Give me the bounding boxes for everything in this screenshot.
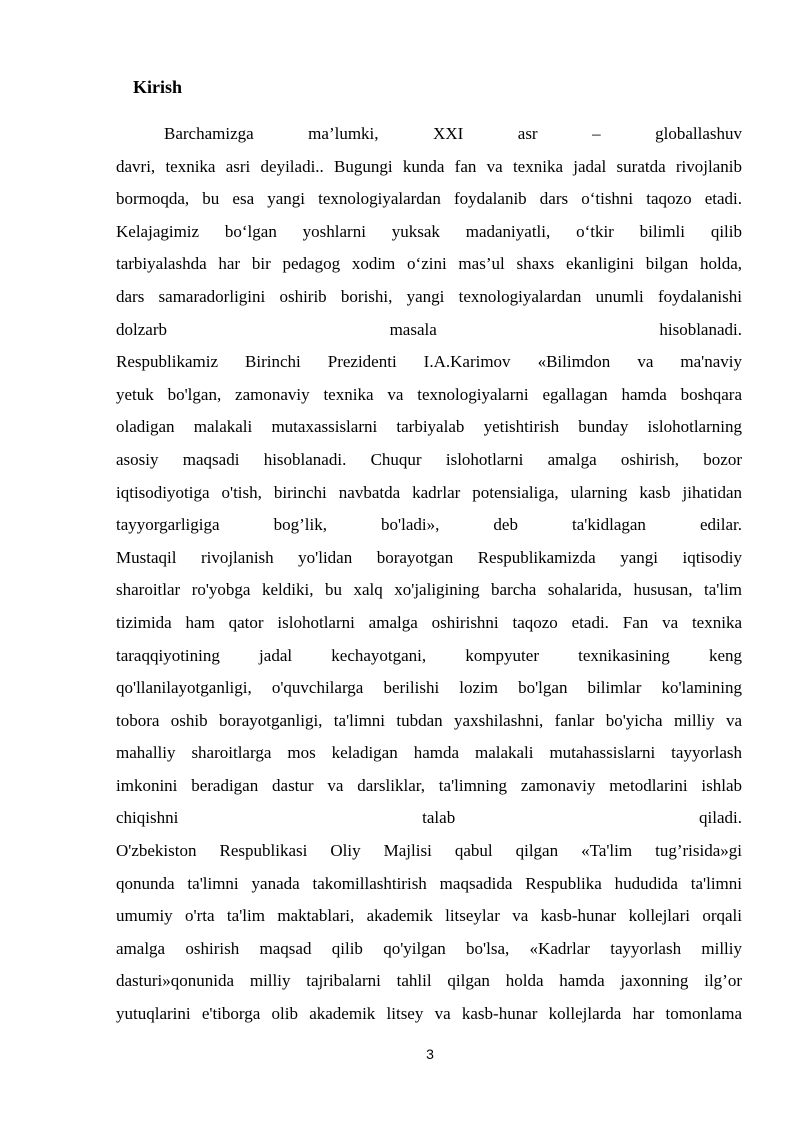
text-line: bormoqda, bu esa yangi texnologiyalardan foydalanib dars o‘tishni taqozo etadi.: [116, 189, 742, 209]
text-line: sharoitlar ro'yobga keldiki, bu xalq xo'jaligining barcha sohalarida, hususan, ta'lim: [116, 580, 742, 600]
text-line: imkonini beradigan dastur va darsliklar, ta'limning zamonaviy metodlarini ishlab: [116, 775, 742, 795]
section-heading: Kirish: [133, 77, 183, 97]
body-text: [116, 118, 742, 1031]
page-number: 3: [426, 1046, 434, 1062]
text-line: dolzarb masala hisoblanadi.: [116, 319, 742, 339]
text-line: umumiy o'rta ta'lim maktablari, akademik litseylar va kasb-hunar kollejlari orqali: [116, 906, 742, 926]
text-line: yutuqlarini e'tiborga olib akademik litsey va kasb-hunar kollejlarda har tomonlama: [116, 1004, 742, 1024]
text-line: dasturi»qonunida milliy tajribalarni tahlil qilgan holda hamda jaxonning ilg’or: [116, 971, 742, 991]
text-line: O'zbekiston Respublikasi Oliy Majlisi qabul qilgan «Ta'lim tug’risida»gi: [116, 841, 742, 861]
text-line: chiqishni talab qiladi.: [116, 808, 742, 828]
text-line: Mustaqil rivojlanish yo'lidan borayotgan Respublikamizda yangi iqtisodiy: [116, 547, 742, 567]
text-line: oladigan malakali mutaxassislarni tarbiyalab yetishtirish bunday islohotlarning: [116, 417, 742, 437]
text-line: Barchamizga ma’lumki, XXI asr – globallashuv: [164, 124, 742, 143]
text-line: davri, texnika asri deyiladi.. Bugungi kunda fan va texnika jadal suratda rivojlanib: [116, 156, 742, 176]
text-line: dars samaradorligini oshirib borishi, yangi texnologiyalardan unumli foydalanishi: [116, 286, 742, 306]
text-line: tayyorgarligiga bog’lik, bo'ladi», deb ta'kidlagan edilar.: [116, 515, 742, 535]
text-line: qonunda ta'limni yanada takomillashtirish maqsadida Respublika hududida ta'limni: [116, 873, 742, 893]
text-line: mahalliy sharoitlarga mos keladigan hamda malakali mutahassislarni tayyorlash: [116, 743, 742, 763]
text-line: iqtisodiyotiga o'tish, birinchi navbatda kadrlar potensialiga, ularning kasb jihatidan: [116, 482, 742, 502]
text-line: Kelajagimiz bo‘lgan yoshlarni yuksak madaniyatli, o‘tkir bilimli qilib: [116, 221, 742, 241]
text-line: tizimida ham qator islohotlarni amalga oshirishni taqozo etadi. Fan va texnika: [116, 612, 742, 632]
text-line: tobora oshib borayotganligi, ta'limni tubdan yaxshilashni, fanlar bo'yicha milliy va: [116, 710, 742, 730]
text-line: Respublikamiz Birinchi Prezidenti I.A.Karimov «Bilimdon va ma'naviy: [116, 352, 742, 372]
text-line: amalga oshirish maqsad qilib qo'yilgan bo'lsa, «Kadrlar tayyorlash milliy: [116, 938, 742, 958]
text-line: asosiy maqsadi hisoblanadi. Chuqur islohotlarni amalga oshirish, bozor: [116, 449, 742, 469]
text-line: qo'llanilayotganligi, o'quvchilarga berilishi lozim bo'lgan bilimlar ko'lamining: [116, 678, 742, 698]
text-line: tarbiyalashda har bir pedagog xodim o‘zini mas’ul shaxs ekanligini bilgan holda,: [116, 254, 742, 274]
text-line: taraqqiyotining jadal kechayotgani, kompyuter texnikasining keng: [116, 645, 742, 665]
text-line: yetuk bo'lgan, zamonaviy texnika va texnologiyalarni egallagan hamda boshqara: [116, 384, 742, 404]
